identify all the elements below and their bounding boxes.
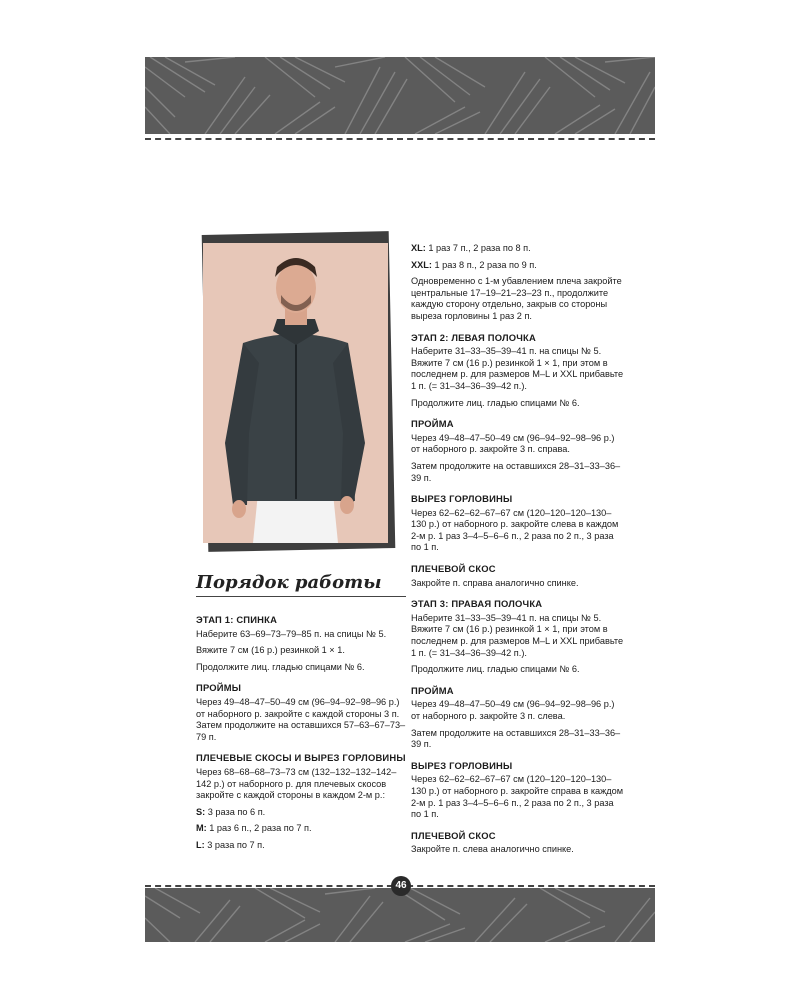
size-m-line	[196, 823, 406, 835]
neck3-heading: ВЫРЕЗ ГОРЛОВИНЫ	[411, 759, 513, 771]
stage1-paragraph-3: Продолжите лиц. гладью спицами № 6.	[196, 661, 365, 672]
stage2-paragraph-2: Продолжите лиц. гладью спицами № 6.	[411, 397, 580, 408]
stage3-heading: ЭТАП 3: ПРАВАЯ ПОЛОЧКА	[411, 598, 543, 610]
size-l-line	[196, 840, 406, 852]
size-l-text: 3 раза по 7 п.	[204, 839, 265, 850]
size-xxl-label: XXL:	[411, 259, 432, 270]
stage1-paragraph-1: Наберите 63–69–73–79–85 п. на спицы № 5.	[196, 628, 387, 639]
size-m-label: M:	[196, 823, 207, 834]
instructions-left-column	[196, 614, 406, 857]
armhole3-paragraph-1: Через 49–48–47–50–49 см (96–94–92–98–96 р.) от наборного р. закройте 3 п. слева.	[411, 699, 615, 721]
model-photo	[203, 243, 388, 543]
stage1-heading: ЭТАП 1: СПИНКА	[196, 614, 278, 625]
size-s-line	[196, 807, 406, 819]
page-number: 46	[391, 876, 411, 896]
section-title: Порядок работы	[196, 572, 382, 593]
knit-pattern-graphic	[145, 57, 655, 134]
size-xl-label: XL:	[411, 243, 426, 253]
armhole-paragraph: Через 49–48–47–50–49 см (96–94–92–98–96 р.) от наборного р. закройте с каждой стороны 3 п. Затем продолжите на оставшихся 57–63–67–73–79 п.	[196, 696, 406, 742]
armhole-heading: ПРОЙМЫ	[196, 682, 242, 694]
size-s-label: S:	[196, 806, 206, 817]
shoulder-paragraph-2: Одновременно с 1-м убавлением плеча закройте центральные 17–19–21–23–23 п., продолжите каждую сторону отдельно, закрыв со стороны выреза горловины 1 раз 2 п.	[411, 276, 622, 321]
instructions-right-column	[411, 243, 626, 861]
header-dashed-rule	[145, 138, 655, 140]
slope3-paragraph: Закройте п. слева аналогично спинке.	[411, 844, 574, 855]
size-m-text: 1 раз 6 п., 2 раза по 7 п.	[206, 823, 312, 834]
shoulder-paragraph: Через 68–68–68–73–73 см (132–132–132–142–142 р.) от наборного р. для плечевых скосов закройте с каждой стороны в каждом 2-м р.:	[196, 766, 397, 801]
stage2-heading: ЭТАП 2: ЛЕВАЯ ПОЛОЧКА	[411, 331, 536, 343]
size-xxl-text: 1 раз 8 п., 2 раза по 9 п.	[431, 259, 537, 270]
stage3-paragraph-2: Продолжите лиц. гладью спицами № 6.	[411, 664, 580, 675]
armhole2-paragraph-1: Через 49–48–47–50–49 см (96–94–92–98–96 р.) от наборного р. закройте 3 п. справа.	[411, 432, 615, 455]
stage2-paragraph-1: Наберите 31–33–35–39–41 п. на спицы № 5. Вяжите 7 см (16 р.) резинкой 1 × 1, при этом в последнем р. для размеров M–L и XXL прибавьте 1 п. (= 31–34–36–39–42 п.).	[411, 346, 624, 391]
footer-knit-band	[145, 888, 655, 942]
neck3-paragraph: Через 62–62–62–67–67 см (120–120–120–130–130 р.) от наборного р. закройте справа в каждом 2-м р. 1 раз 3–4–5–6–6 п., 2 раза по 2 п., 3 раза по 1 п.	[411, 774, 624, 820]
size-l-label: L:	[196, 839, 205, 850]
size-s-text: 3 раза по 6 п.	[205, 806, 266, 817]
shoulder-heading: ПЛЕЧЕВЫЕ СКОСЫ И ВЫРЕЗ ГОРЛОВИНЫ	[196, 752, 406, 764]
stage1-paragraph-2: Вяжите 7 см (16 р.) резинкой 1 × 1.	[196, 645, 345, 656]
armhole2-paragraph-2: Затем продолжите на оставшихся 28–31–33–36–39 п.	[411, 460, 621, 483]
neck2-paragraph: Через 62–62–62–67–67 см (120–120–120–130–130 р.) от наборного р. закройте слева в каждом 2-м р. 1 раз 3–4–5–6–6 п., 2 раза по 2 п., 3 раза по 1 п.	[411, 507, 619, 553]
stage3-paragraph-1: Наберите 31–33–35–39–41 п. на спицы № 5. Вяжите 7 см (16 р.) резинкой 1 × 1, при этом в последнем р. для размеров M–L и XXL прибавьте 1 п. (= 31–34–36–39–42 п.).	[411, 612, 624, 658]
slope2-heading: ПЛЕЧЕВОЙ СКОС	[411, 563, 496, 575]
size-xl-text: 1 раз 7 п., 2 раза по 8 п.	[425, 243, 531, 253]
model-photo-illustration	[203, 243, 388, 543]
slope3-heading: ПЛЕЧЕВОЙ СКОС	[411, 829, 496, 841]
size-xl-line	[411, 243, 626, 255]
armhole3-paragraph-2: Затем продолжите на оставшихся 28–31–33–36–39 п.	[411, 727, 621, 750]
knit-pattern-graphic-footer	[145, 888, 655, 942]
size-xxl-line	[411, 260, 626, 272]
slope2-paragraph: Закройте п. справа аналогично спинке.	[411, 577, 579, 588]
header-knit-band	[145, 57, 655, 134]
armhole2-heading: ПРОЙМА	[411, 418, 454, 430]
neck2-heading: ВЫРЕЗ ГОРЛОВИНЫ	[411, 493, 513, 505]
section-title-rule	[196, 596, 406, 597]
armhole3-heading: ПРОЙМА	[411, 684, 454, 696]
